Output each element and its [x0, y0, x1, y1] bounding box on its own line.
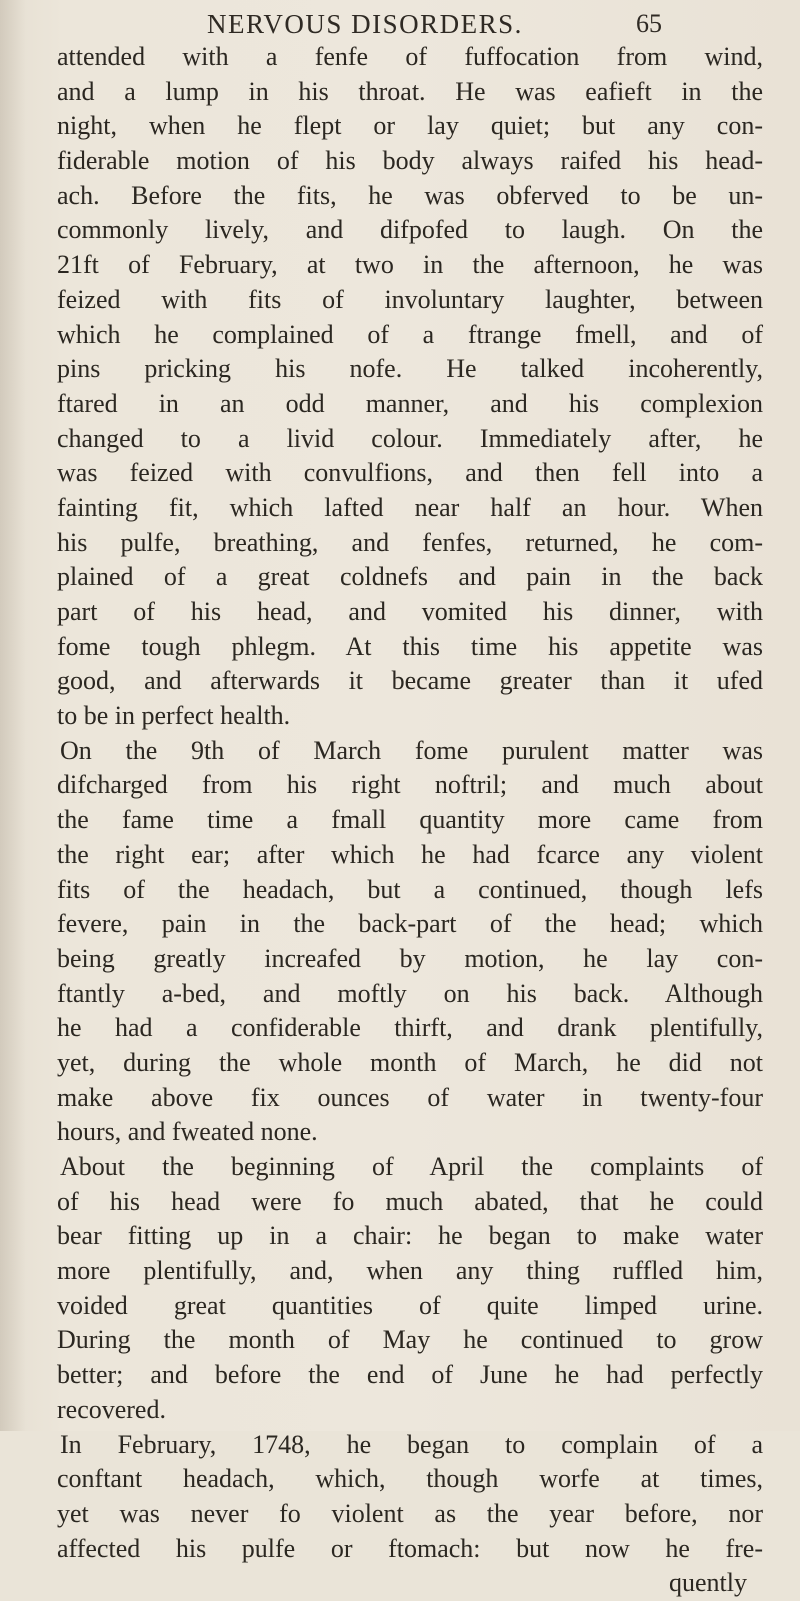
catchword: quently — [669, 1568, 747, 1598]
text-line: the fame time a fmall quantity more came from — [57, 805, 763, 835]
page-gutter-shadow — [0, 0, 26, 1431]
text-line: was feized with convulfions, and then fell into a — [57, 458, 763, 488]
text-line: he had a confiderable thirft, and drank plentifully, — [57, 1013, 763, 1043]
text-line: and a lump in his throat. He was eafieft in the — [57, 76, 763, 106]
text-line: changed to a livid colour. Immediately after, he — [57, 423, 763, 453]
text-line: bear fitting up in a chair: he began to make water — [57, 1221, 763, 1251]
text-line: yet was never fo violent as the year before, nor — [57, 1498, 763, 1528]
text-line: fome tough phlegm. At this time his appetite was — [57, 631, 763, 661]
text-line: fiderable motion of his body always raifed his head- — [57, 146, 763, 176]
text-line: good, and afterwards it became greater than it ufed — [57, 666, 763, 696]
text-line: being greatly increafed by motion, he lay con- — [57, 943, 763, 973]
text-line: feized with fits of involuntary laughter, between — [57, 284, 763, 314]
text-line: the right ear; after which he had fcarce any violent — [57, 839, 763, 869]
text-line: affected his pulfe or ftomach: but now he fre- — [57, 1533, 763, 1563]
text-line: night, when he flept or lay quiet; but any con- — [57, 111, 763, 141]
text-line: 21ft of February, at two in the afternoon, he was — [57, 250, 763, 280]
text-line: better; and before the end of June he had perfectly — [57, 1360, 763, 1390]
text-line: pins pricking his nofe. He talked incoherently, — [57, 354, 763, 384]
text-line: of his head were fo much abated, that he could — [57, 1186, 763, 1216]
running-title: NERVOUS DISORDERS. — [207, 9, 523, 39]
paragraph-start-line: On the 9th of March fome purulent matter was — [60, 735, 763, 765]
text-line: ach. Before the fits, he was obferved to be un- — [57, 180, 763, 210]
text-line: commonly lively, and difpofed to laugh. On the — [57, 215, 763, 245]
text-line: make above fix ounces of water in twenty-four — [57, 1082, 763, 1112]
text-line: conftant headach, which, though worfe at times, — [57, 1464, 763, 1494]
text-line: ftared in an odd manner, and his complexion — [57, 388, 763, 418]
running-head — [0, 6, 800, 42]
paragraph-end-line: hours, and fweated none. — [57, 1117, 318, 1147]
text-line: ftantly a-bed, and moftly on his back. Although — [57, 978, 763, 1008]
text-line: During the month of May he continued to grow — [57, 1325, 763, 1355]
text-line: attended with a fenfe of fuffocation from wind, — [57, 42, 763, 71]
paragraph-end-line: recovered. — [57, 1394, 166, 1424]
text-line: voided great quantities of quite limped urine. — [57, 1290, 763, 1320]
text-line: his pulfe, breathing, and fenfes, returned, he com- — [57, 527, 763, 557]
paragraph-end-line: to be in perfect health. — [57, 701, 291, 731]
text-line: fevere, pain in the back-part of the head; which — [57, 909, 763, 939]
text-line: plained of a great coldnefs and pain in the back — [57, 562, 763, 592]
paragraph-start-line: About the beginning of April the complaints of — [60, 1152, 763, 1181]
text-line: yet, during the whole month of March, he did not — [57, 1047, 763, 1077]
text-line: which he complained of a ftrange fmell, and of — [57, 319, 763, 349]
paragraph-start-line: In February, 1748, he began to complain of a — [60, 1429, 763, 1459]
text-line: fits of the headach, but a continued, though lefs — [57, 874, 763, 904]
body-text — [57, 40, 763, 1601]
text-line: fainting fit, which lafted near half an hour. When — [57, 492, 763, 522]
text-line: part of his head, and vomited his dinner, with — [57, 597, 763, 626]
page-number: 65 — [636, 9, 662, 38]
text-line: difcharged from his right noftril; and much about — [57, 770, 763, 800]
text-line: more plentifully, and, when any thing ruffled him, — [57, 1256, 763, 1286]
